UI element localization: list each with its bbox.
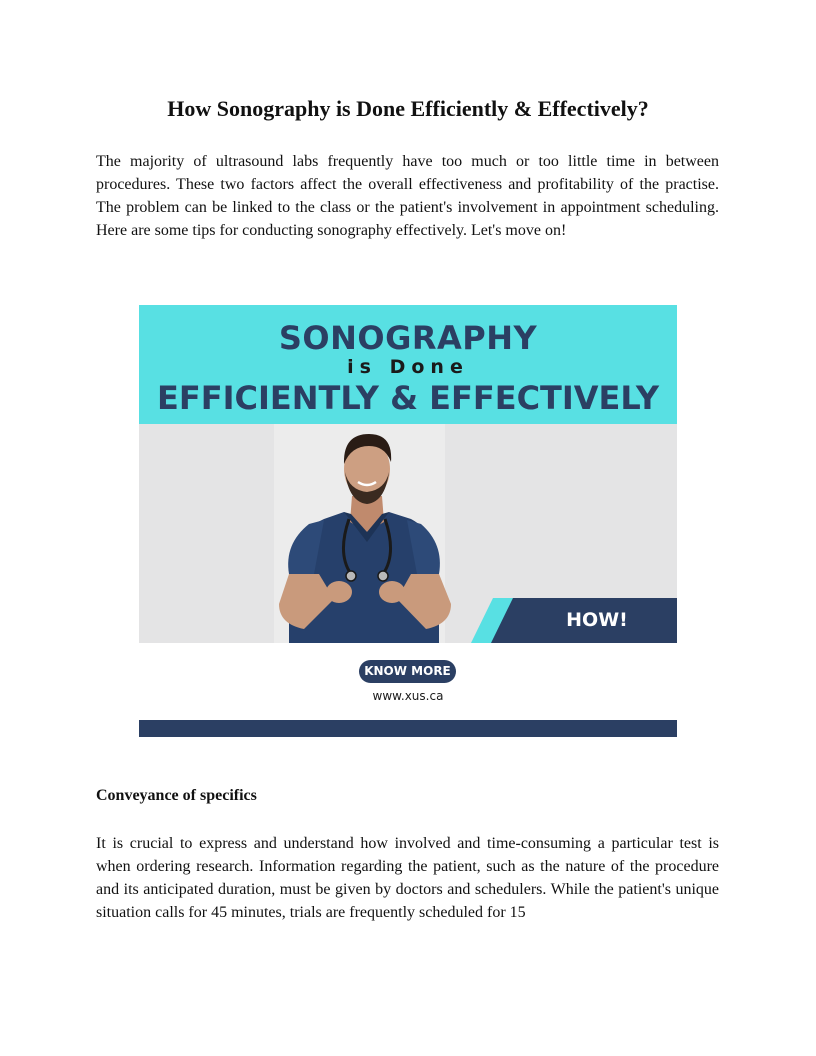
- banner-footer-bar: [139, 720, 677, 737]
- page-title: How Sonography is Done Efficiently & Effectively?: [167, 96, 649, 121]
- banner-title-line3: EFFICIENTLY & EFFECTIVELY: [157, 379, 659, 417]
- know-more-button[interactable]: KNOW MORE: [359, 660, 456, 683]
- intro-paragraph: The majority of ultrasound labs frequently have too much or too little time in between procedures. These two factors affect the overall effectiveness and profitability of the practise. The problem can be linked to the class or the patient's involvement in appointment scheduling. Here are some tips for conducting sonography effectively. Let's move on!: [96, 153, 719, 239]
- section-heading: Conveyance of specifics: [96, 787, 257, 804]
- website-url: www.xus.ca: [372, 689, 444, 703]
- section-paragraph: It is crucial to express and understand how involved and time-consuming a particular test is when ordering research. Information regarding the patient, such as the nature of the procedure and its anticipated duration, must be given by doctors and schedulers. While the patient's unique situation calls for 45 minutes, trials are frequently scheduled for 15: [96, 835, 719, 921]
- how-tag-label: HOW!: [566, 609, 628, 631]
- banner-header: [139, 305, 677, 424]
- banner-title-line1: SONOGRAPHY: [278, 319, 538, 357]
- banner-title-line2: is Done: [347, 356, 469, 378]
- promo-banner: [139, 305, 677, 737]
